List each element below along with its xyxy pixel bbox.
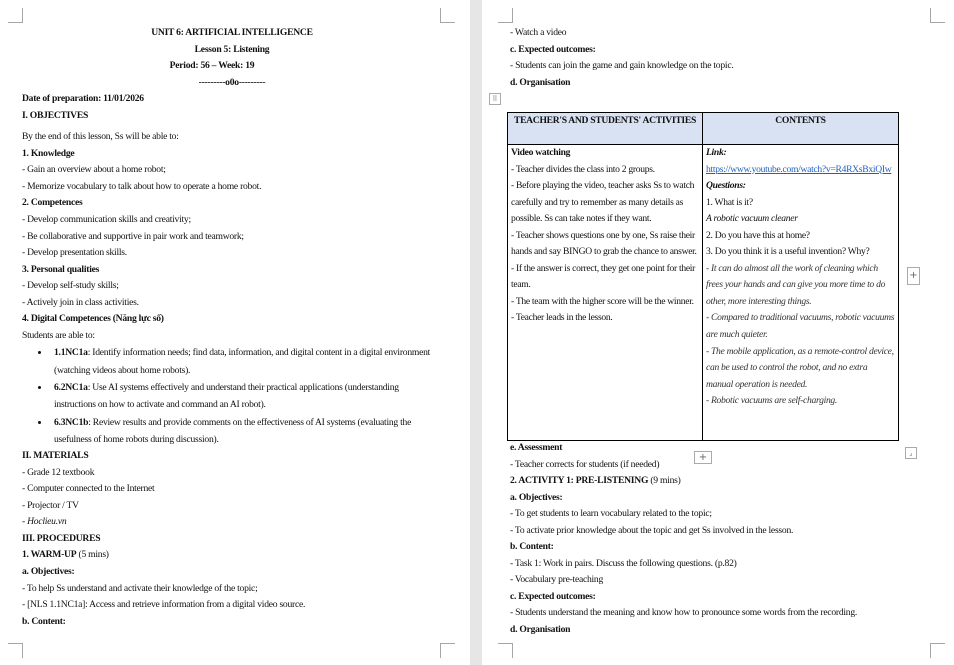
objectives-heading: I. OBJECTIVES — [22, 109, 89, 121]
add-row-icon[interactable]: + — [694, 451, 712, 464]
knowledge-heading: 1. Knowledge — [22, 147, 75, 159]
link-label: Link: — [706, 147, 727, 158]
list-item: - Watch a video — [510, 27, 567, 38]
list-item: - To get students to learn vocabulary related to the topic; — [510, 508, 712, 520]
list-item — [50, 379, 442, 414]
answer: - Compared to traditional vacuums, robotic vacuums are much quieter. — [706, 312, 895, 341]
dash: - — [22, 516, 28, 528]
objectives-subheading: a. Objectives: — [510, 491, 563, 503]
separator: ---------o0o--------- — [198, 76, 266, 88]
list-item: - To help Ss understand and activate their knowledge of the topic; — [22, 582, 258, 594]
organisation-table — [507, 112, 899, 441]
assessment-heading: e. Assessment — [510, 442, 563, 453]
competence-code: 6.2NC1a — [54, 381, 88, 393]
list-item: - Task 1: Work in pairs. Discuss the following questions. (p.82) — [510, 557, 737, 569]
competence-code: 1.1NC1a — [54, 347, 88, 359]
margin-corner-mark — [498, 8, 513, 23]
digital-heading: 4. Digital Competences (Năng lực số) — [22, 313, 164, 325]
document-page-2[interactable] — [482, 0, 954, 665]
content-subheading: b. Content: — [510, 541, 554, 553]
margin-corner-mark — [8, 8, 23, 23]
activity-title: Video watching — [511, 147, 571, 158]
competence-text: : Use AI systems effectively and understand their practical applications (understanding instructions on how to activate and command an AI robot). — [54, 381, 399, 411]
question: 1. What is it? — [706, 196, 753, 208]
list-item: - Memorize vocabulary to talk about how to operate a home robot. — [22, 180, 262, 192]
qualities-heading: 3. Personal qualities — [22, 263, 100, 275]
digital-intro: Students are able to: — [22, 329, 95, 341]
page-2-bottom-text — [510, 440, 857, 639]
competence-text: : Identify information needs; find data, information, and digital content in a digital environment (watching videos about home robots). — [54, 347, 431, 376]
competence-text: : Review results and provide comments on the effectiveness of AI systems (evaluating the usefulness of home robots during discussion). — [54, 416, 412, 445]
answer: - The mobile application, as a remote-control device, can be used to control the robot, and no extra manual operation is needed. — [706, 345, 894, 390]
margin-corner-mark — [8, 643, 23, 658]
document-page-1[interactable] — [0, 0, 470, 665]
activity-line: - The team with the higher score will be the winner. — [511, 295, 694, 307]
activity-heading — [510, 473, 857, 490]
list-item: - Teacher corrects for students (if needed) — [510, 458, 660, 470]
answer: - Robotic vacuums are self-charging. — [706, 395, 838, 407]
question: 3. Do you think it is a useful invention? Why? — [706, 246, 870, 258]
organisation-heading: d. Organisation — [510, 624, 571, 636]
digital-competence-list — [22, 344, 442, 448]
expected-heading: c. Expected outcomes: — [510, 43, 596, 55]
answer: A robotic vacuum cleaner — [706, 213, 798, 225]
activities-cell[interactable] — [508, 145, 703, 441]
list-item: - Develop presentation skills. — [22, 247, 127, 259]
list-item: - Be collaborative and supportive in pair work and teamwork; — [22, 230, 244, 242]
warmup-time: (5 mins) — [76, 549, 109, 561]
list-item — [50, 414, 442, 449]
activity-line: - Teacher leads in the lesson. — [511, 312, 613, 324]
objectives-subheading: a. Objectives: — [22, 566, 75, 577]
margin-corner-mark — [930, 643, 945, 658]
list-item: - Grade 12 textbook — [22, 466, 95, 478]
list-item: - To activate prior knowledge about the topic and get Ss involved in the lesson. — [510, 524, 794, 536]
page-1-text — [22, 25, 442, 630]
table-move-handle-icon[interactable]: ⠿ — [489, 93, 501, 105]
answer: - It can do almost all the work of cleaning which frees your hands and can give you more time to do other, more interesting things. — [706, 262, 886, 307]
activity-line: - If the answer is correct, they get one point for their team. — [511, 262, 696, 291]
activity-time: (9 mins) — [648, 475, 681, 487]
warmup-heading — [22, 547, 442, 564]
list-item: - [NLS 1.1NC1a]: Access and retrieve information from a digital video source. — [22, 599, 306, 611]
activity-line: - Teacher divides the class into 2 groups. — [511, 163, 655, 175]
list-item: - Projector / TV — [22, 499, 79, 511]
activity-title: 2. ACTIVITY 1: PRE-LISTENING — [510, 475, 649, 487]
list-item: - Students can join the game and gain knowledge on the topic. — [510, 60, 734, 72]
organisation-heading: d. Organisation — [510, 76, 571, 88]
competences-heading: 2. Competences — [22, 197, 83, 209]
list-item: - Develop self-study skills; — [22, 280, 119, 292]
expected-heading: c. Expected outcomes: — [510, 590, 596, 602]
hoclieu-text: Hoclieu.vn — [27, 516, 67, 528]
competence-code: 6.3NC1b — [54, 416, 89, 428]
content-subheading: b. Content: — [22, 615, 66, 627]
margin-corner-mark — [440, 8, 455, 23]
materials-heading: II. MATERIALS — [22, 450, 89, 462]
add-column-icon[interactable]: + — [907, 267, 920, 285]
table-resize-handle-icon[interactable]: ⌟ — [905, 447, 917, 459]
activity-line: - Before playing the video, teacher asks Ss to watch carefully and try to remember as many details as possible. Ss can take notes if they want. — [511, 180, 695, 225]
warmup-title: 1. WARM-UP — [22, 549, 77, 561]
date-of-preparation: Date of preparation: 11/01/2026 — [22, 93, 144, 105]
margin-corner-mark — [498, 643, 513, 658]
table-header-contents: CONTENTS — [703, 113, 899, 145]
list-item: - Vocabulary pre-teaching — [510, 574, 604, 586]
list-item: - Students understand the meaning and know how to pronounce some words from the recording. — [510, 607, 858, 619]
intro-text: By the end of this lesson, Ss will be able to: — [22, 131, 179, 143]
lesson-title: Lesson 5: Listening — [194, 43, 270, 55]
list-item: - Actively join in class activities. — [22, 296, 139, 308]
list-item: - Develop communication skills and creativity; — [22, 214, 191, 226]
activity-line: - Teacher shows questions one by one, Ss raise their hands and say BINGO to grab the chance to answer. — [511, 229, 697, 258]
list-item — [50, 344, 442, 379]
video-link[interactable]: https://www.youtube.com/watch?v=R4RXsBxiQIw — [706, 163, 892, 175]
question: 2. Do you have this at home? — [706, 229, 810, 241]
procedures-heading: III. PROCEDURES — [22, 532, 101, 544]
list-item — [22, 514, 442, 531]
unit-title: UNIT 6: ARTIFICIAL INTELLIGENCE — [151, 27, 313, 38]
questions-label: Questions: — [706, 180, 746, 192]
list-item: - Gain an overview about a home robot; — [22, 164, 166, 176]
contents-cell[interactable] — [703, 145, 899, 441]
table-header-activities: TEACHER'S AND STUDENTS' ACTIVITIES — [508, 113, 703, 145]
margin-corner-mark — [930, 8, 945, 23]
list-item: - Computer connected to the Internet — [22, 483, 155, 495]
period-week: Period: 56 – Week: 19 — [169, 60, 255, 72]
margin-corner-mark — [440, 643, 455, 658]
page-2-top-text — [510, 25, 733, 91]
